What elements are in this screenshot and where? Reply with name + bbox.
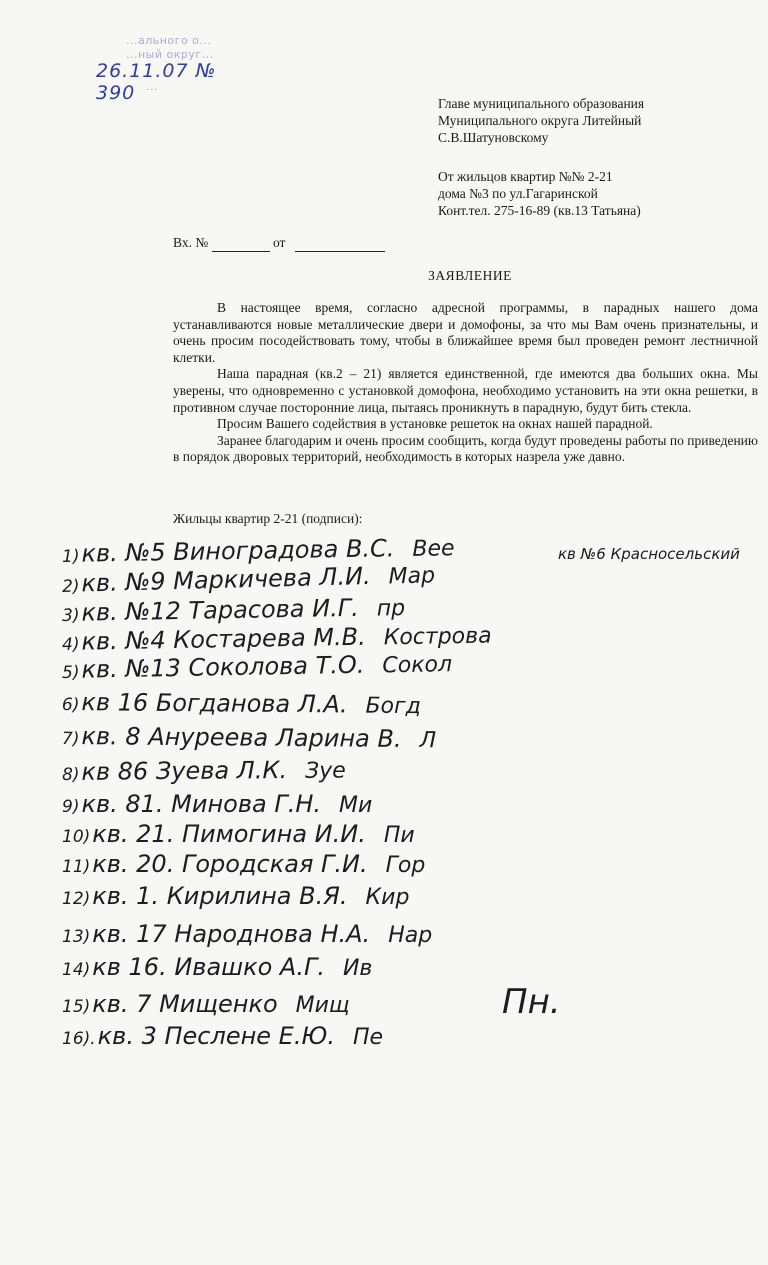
sig-mark: Пе (353, 1025, 384, 1050)
sig-mark: Пи (383, 823, 415, 848)
sig-name: Ивашко А.Г. (174, 953, 325, 981)
sig-num: 7) (61, 729, 80, 750)
sig-apt: кв. 7 (92, 990, 152, 1018)
sig-num: 2) (61, 576, 80, 597)
sender-block (438, 168, 641, 219)
sig-name: Виноградова В.С. (172, 534, 395, 567)
date-blank (295, 235, 385, 252)
signature-row (62, 649, 453, 684)
sig-mark: Ив (342, 956, 373, 981)
sig-apt: кв. 81. (81, 790, 164, 818)
signature-row (62, 882, 409, 910)
sig-num: 12) (62, 889, 91, 909)
sig-mark: Мищ (295, 993, 350, 1018)
sig-mark: Богд (365, 693, 421, 720)
document-body (173, 300, 758, 466)
stamp-line-1: ...ального о... (126, 34, 212, 47)
sig-apt: кв. 3 (97, 1022, 157, 1050)
sig-num: 8) (61, 764, 80, 785)
sig-name: Песлене Е.Ю. (164, 1022, 336, 1050)
sig-num: 14) (62, 960, 91, 980)
stamp-line-2: ...ный округ... (126, 48, 214, 61)
sig-mark: Кир (365, 885, 410, 910)
signature-row (62, 920, 432, 948)
sig-mark: Л (419, 728, 437, 754)
sig-mark: Сокол (382, 652, 453, 679)
sig-num: 11) (62, 857, 91, 877)
sig-name: Минова Г.Н. (171, 790, 322, 818)
sig-num: 3) (61, 605, 80, 626)
sig-apt: кв 86 (81, 757, 149, 786)
sig-apt: кв. №4 (81, 626, 166, 656)
incoming-number-blank (212, 235, 270, 252)
sig-name: Маркичева Л.И. (172, 561, 371, 596)
sig-apt: кв 16. (92, 953, 167, 981)
sig-apt: кв. №9 (81, 567, 166, 598)
sig-name: Пимогина И.И. (181, 820, 366, 848)
sig-num: 10) (62, 827, 91, 847)
sig-name: Богданова Л.А. (155, 688, 348, 719)
sig-name: Тарасова И.Г. (188, 593, 359, 625)
large-signature: Пн. (502, 982, 561, 1022)
extra-signature: кв №6 Красносельский (558, 545, 740, 563)
sig-mark: пр (376, 596, 406, 622)
addressee-line: С.В.Шатуновскому (438, 130, 549, 145)
signature-row (62, 820, 415, 848)
sig-num: 6) (61, 695, 80, 716)
sig-num: 9) (62, 797, 80, 817)
sig-apt: кв. 17 (92, 920, 167, 948)
signature-row (62, 850, 425, 878)
signature-row (62, 790, 372, 818)
sig-name: Костарева М.В. (172, 622, 366, 655)
paragraph: Заранее благодарим и очень просим сообщить, когда будут проведены работы по приведению в порядок дворовых территорий, необходимость в которых назрела уже давно. (173, 432, 758, 465)
sig-apt: кв. 21. (92, 820, 175, 848)
sig-mark: Мар (388, 563, 436, 590)
sig-apt: кв. 8 (81, 722, 141, 751)
incoming-number-label: Вх. № (173, 235, 209, 250)
signature-row (62, 688, 421, 719)
sender-line: Конт.тел. 275-16-89 (кв.13 Татьяна) (438, 203, 641, 218)
sig-mark: Вее (412, 536, 455, 562)
paragraph: Просим Вашего содействия в установке решеток на окнах нашей парадной. (217, 416, 653, 432)
paragraph: Наша парадная (кв.2 – 21) является единственной, где имеются два больших окна. Мы уверены, что одновременно с установкой домофона, необходимо установить на эти окна решетки, в противном случае посторонние лица, пытаясь проникнуть в парадную, будут бить стекла. (173, 366, 758, 415)
sig-mark: Гор (385, 853, 426, 878)
sig-name: Кирилина В.Я. (166, 882, 348, 910)
sig-apt: кв. №13 (81, 653, 182, 684)
sig-apt: кв. №5 (81, 538, 166, 568)
sig-num: 5) (61, 662, 80, 683)
addressee-line: Муниципального округа Литейный (438, 113, 642, 128)
addressee-line: Главе муниципального образования (438, 96, 645, 111)
registration-stamp (96, 20, 256, 104)
registration-line (173, 235, 385, 252)
sig-apt: кв. №12 (81, 596, 182, 627)
sig-mark: Ми (339, 793, 373, 818)
sig-num: 15) (62, 997, 91, 1017)
sig-name: Соколова Т.О. (188, 650, 365, 682)
sig-mark: Кострова (383, 623, 492, 651)
paragraph: В настоящее время, согласно адресной программы, в парадных нашего дома устанавливаются новые металлические двери и домофоны, за что мы Вам очень признательны, и очень просим посодействовать тому, чтобы в ближайшее время был проведен ремонт лестничной клетки. (173, 300, 758, 365)
sig-name: Городская Г.И. (181, 850, 368, 878)
sig-name: Зуева Л.К. (155, 756, 288, 786)
sig-num: 16). (62, 1029, 96, 1049)
sig-num: 4) (61, 634, 80, 655)
sig-name: Ануреева Ларина В. (148, 722, 402, 753)
residents-label: Жильцы квартир 2-21 (подписи): (173, 511, 363, 526)
document-title: ЗАЯВЛЕНИЕ (428, 268, 512, 283)
addressee-block (438, 95, 644, 146)
signature-row (62, 1022, 383, 1050)
signature-row (62, 722, 436, 753)
sig-mark: Зуе (304, 758, 346, 784)
signature-row (62, 953, 372, 981)
signature-row (62, 990, 350, 1018)
signature-row (62, 756, 346, 786)
sig-apt: кв 16 (81, 688, 149, 717)
sig-num: 1) (61, 546, 80, 567)
sig-num: 13) (62, 927, 91, 947)
stamp-line-3: ... (146, 80, 158, 93)
sender-line: От жильцов квартир №№ 2-21 (438, 169, 613, 184)
stamp-handwritten-number: 26.11.07 № 390 (96, 60, 217, 104)
sig-name: Мищенко (159, 990, 278, 1018)
sig-apt: кв. 20. (92, 850, 175, 878)
sender-line: дома №3 по ул.Гагаринской (438, 186, 598, 201)
sig-apt: кв. 1. (92, 882, 160, 910)
sig-mark: Нар (388, 923, 433, 948)
sig-name: Народнова Н.А. (174, 920, 371, 948)
date-label: от (272, 235, 286, 250)
